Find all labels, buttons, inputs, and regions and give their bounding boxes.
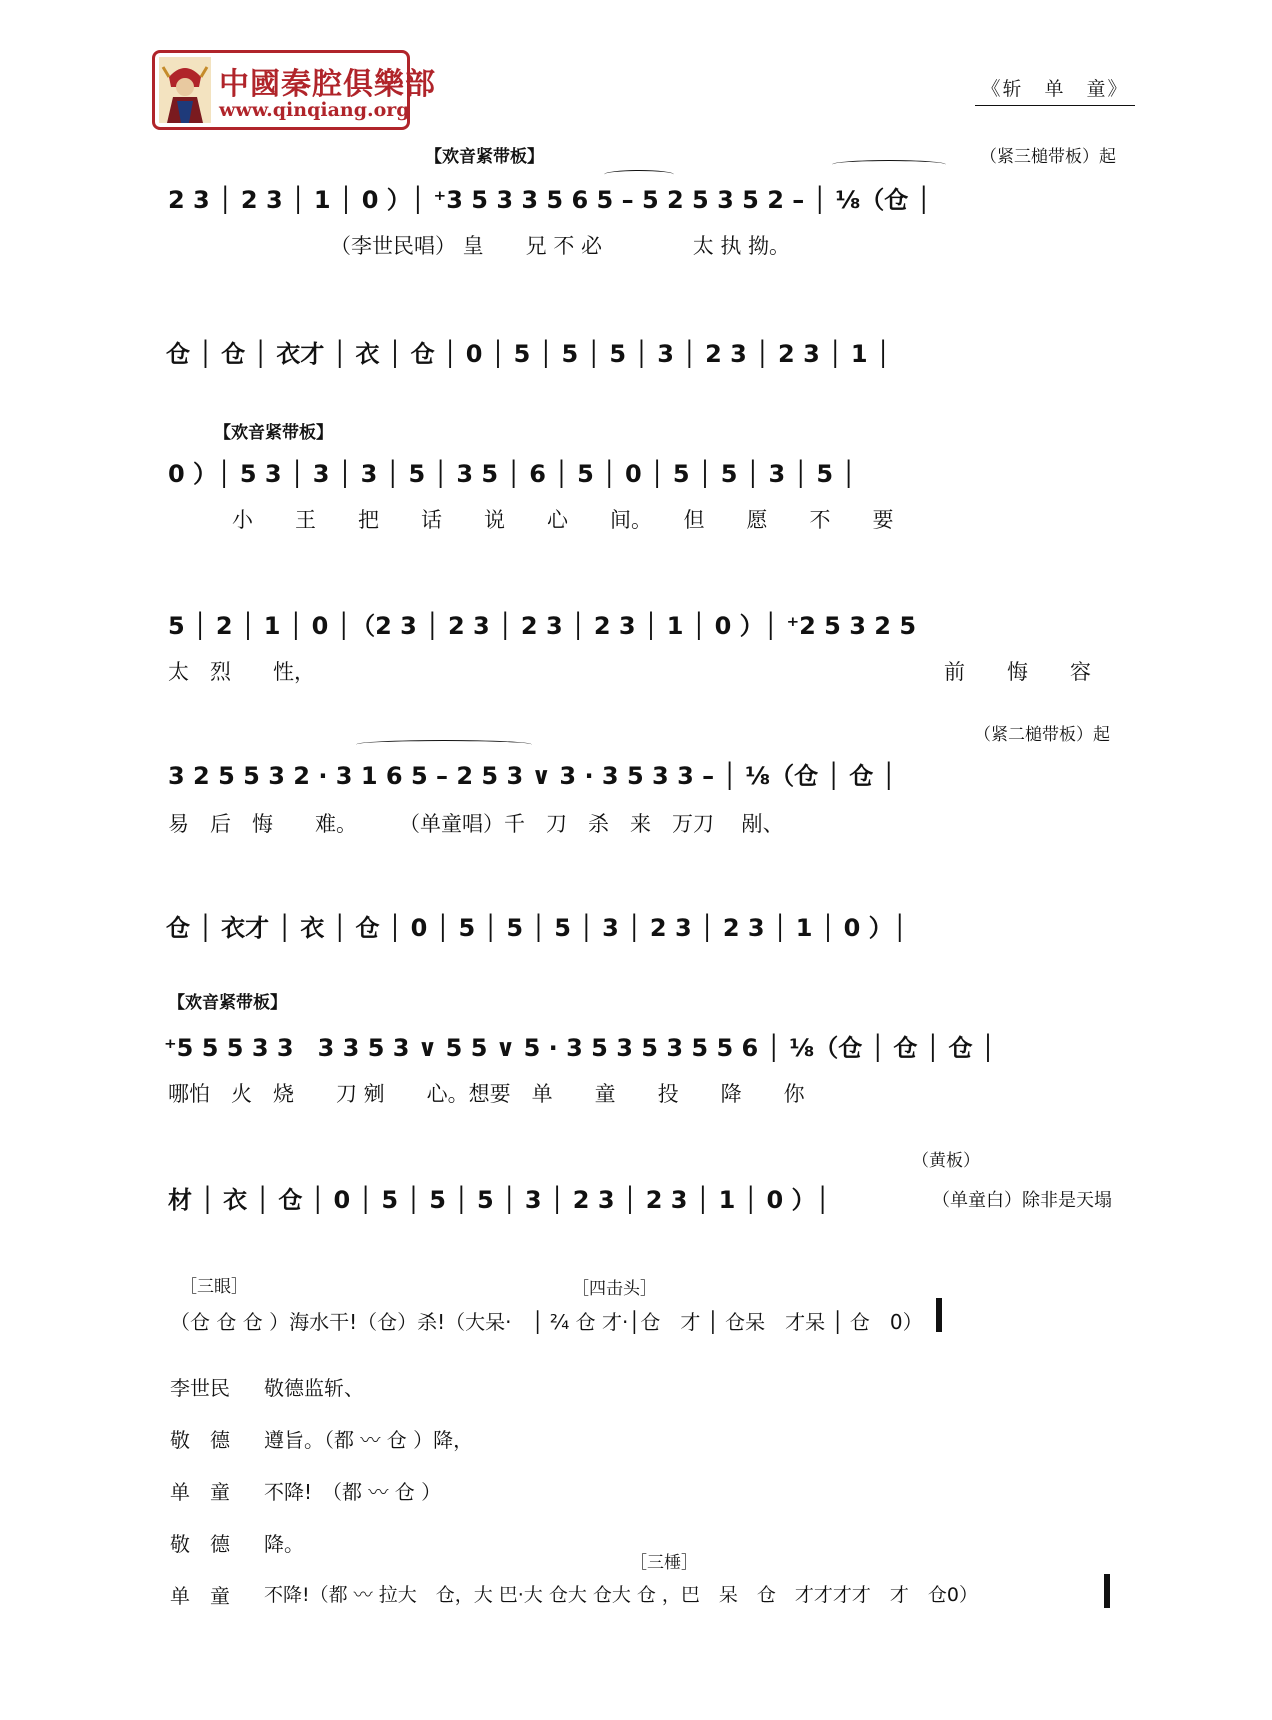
row5-lyric: 易 后 悔 难。 （单童唱）千 刀 杀 来 万刀 剐、 bbox=[168, 812, 784, 836]
row9-label-left: ［三眼］ bbox=[180, 1277, 248, 1297]
dialog-line: 降。 bbox=[264, 1532, 304, 1556]
row1-lyric: （李世民唱） 皇 兄 不 必 太 执 拗。 bbox=[330, 234, 791, 258]
dialog-role: 单 童 bbox=[170, 1584, 230, 1608]
row7-notation: ⁺5 5 5 3 3 3 3 5 3 ∨ 5 5 ∨ 5 · 3 5 3 5 3 5 5 6 │ ⅛（仓 │ 仓 │ 仓 │ bbox=[164, 1034, 996, 1062]
row8-notation: 材 │ 衣 │ 仓 │ 0 │ 5 │ 5 │ 5 │ 3 │ 2 3 │ 2 3 │ 1 │ 0 ）│ bbox=[168, 1186, 830, 1214]
row9-label-mid: ［四击头］ bbox=[572, 1279, 657, 1299]
dialog-label: ［三棰］ bbox=[630, 1553, 698, 1573]
dialog-role: 敬 德 bbox=[170, 1428, 230, 1452]
opera-figure-icon bbox=[159, 57, 211, 123]
row3-notation: 0 ）│ 5 3 │ 3 │ 3 │ 5 │ 3 5 │ 6 │ 5 │ 0 │ 5 │ 5 │ 3 │ 5 │ bbox=[168, 460, 856, 488]
row5-slur bbox=[356, 740, 532, 749]
row4-lyric-right: 前 悔 容 bbox=[944, 660, 1091, 684]
row7-label: 【欢音紧带板】 bbox=[168, 993, 287, 1013]
row5-label-right: （紧二槌带板）起 bbox=[974, 725, 1110, 745]
logo-title: 中國秦腔俱樂部 bbox=[219, 67, 436, 102]
row7-lyric: 哪怕 火 烧 刀 剜 心。想要 单 童 投 降 你 bbox=[168, 1082, 805, 1106]
dialog-line: 不降!（都 〰 拉大 仓，大 巴·大 仓大 仓大 仓 ，巴 呆 仓 才才才才 才 仓0） bbox=[264, 1584, 979, 1606]
dialog-role: 单 童 bbox=[170, 1480, 230, 1504]
dialog-role: 敬 德 bbox=[170, 1532, 230, 1556]
row5-notation: 3 2 5 5 3 2 · 3 1 6 5 – 2 5 3 ∨ 3 · 3 5 3 3 – │ ⅛（仓 │ 仓 │ bbox=[168, 762, 897, 790]
dialog-line: 不降! （都 〰 仓 ） bbox=[264, 1480, 442, 1504]
row1-label-left: 【欢音紧带板】 bbox=[425, 147, 544, 167]
dialog-line: 遵旨。（都 〰 仓 ）降， bbox=[264, 1428, 474, 1452]
dialog-role: 李世民 bbox=[170, 1376, 230, 1400]
row3-lyric: 小 王 把 话 说 心 间。 但 愿 不 要 bbox=[232, 508, 894, 532]
row1-slur-2 bbox=[832, 160, 946, 169]
row1-notation: 2 3 │ 2 3 │ 1 │ 0 ）│ ⁺3 5 3 3 5 6 5 – 5 2 5 3 5 2 – │ ⅛（仓 │ bbox=[168, 186, 932, 214]
dialog-line: 敬德监斩、 bbox=[264, 1376, 364, 1400]
row8-label-right: （黄板） bbox=[912, 1151, 980, 1171]
logo-url[interactable]: www.qinqiang.org bbox=[219, 99, 410, 121]
row4-lyric-left: 太 烈 性， bbox=[168, 660, 315, 684]
row4-notation: 5 │ 2 │ 1 │ 0 │（2 3 │ 2 3 │ 2 3 │ 2 3 │ 1 │ 0 ）│ ⁺2 5 3 2 5 bbox=[168, 612, 917, 640]
piece-title: 《斩 单 童》 bbox=[975, 74, 1135, 106]
site-logo bbox=[152, 50, 436, 130]
row2-notation: 仓 │ 仓 │ 衣才 │ 衣 │ 仓 │ 0 │ 5 │ 5 │ 5 │ 3 │ 2 3 │ 2 3 │ 1 │ bbox=[166, 340, 891, 368]
final-barline-2 bbox=[1104, 1574, 1110, 1608]
row8-spoken: （单童白）除非是天塌 bbox=[932, 1190, 1112, 1211]
row9-text: （仓 仓 仓 ）海水干!（仓）杀!（大呆· │ ²⁄₄ 仓 才·│仓 才 │ 仓呆 才呆 │ 仓 0） bbox=[170, 1310, 923, 1334]
row3-label: 【欢音紧带板】 bbox=[214, 423, 333, 443]
row1-slur bbox=[604, 170, 674, 179]
row1-label-right: （紧三槌带板）起 bbox=[980, 147, 1116, 167]
final-barline bbox=[936, 1298, 942, 1332]
row6-notation: 仓 │ 衣才 │ 衣 │ 仓 │ 0 │ 5 │ 5 │ 5 │ 3 │ 2 3 │ 2 3 │ 1 │ 0 ）│ bbox=[166, 914, 908, 942]
